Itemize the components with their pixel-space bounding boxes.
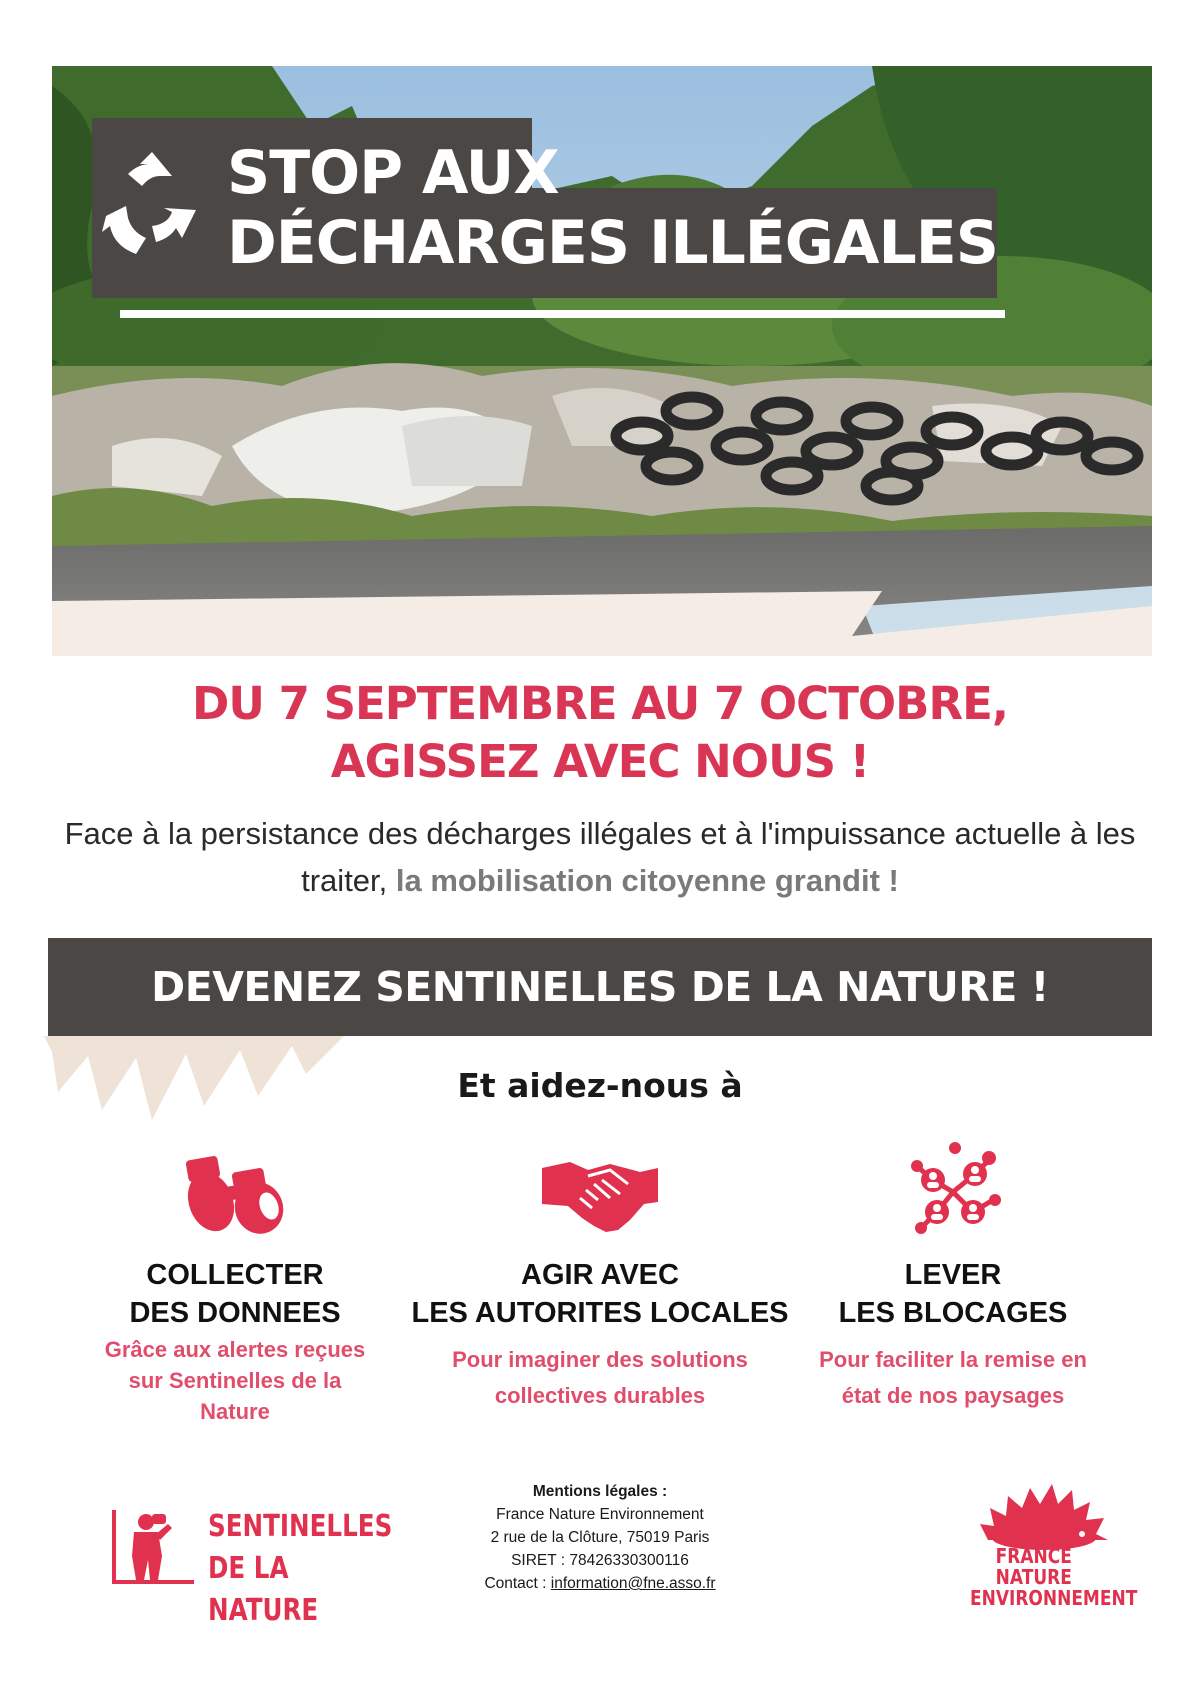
action-collect-desc-1: Grâce aux alertes reçues xyxy=(104,1337,366,1362)
action-unblock-desc-2: état de nos paysages xyxy=(841,1383,1065,1408)
dates-line-1: DU 7 SEPTEMBRE AU 7 OCTOBRE, xyxy=(192,677,1008,730)
title-line-1: STOP AUX xyxy=(227,138,559,208)
intro-text: Face à la persistance des décharges illégales et à l'impuissance actuelle à les traiter, xyxy=(64,816,1136,898)
hedgehog-icon xyxy=(970,1476,1120,1550)
legal-title: Mentions légales : xyxy=(532,1483,668,1500)
action-collect-title-1: COLLECTER xyxy=(146,1259,324,1291)
action-authorities-desc-2: collectives durables xyxy=(494,1383,706,1408)
intro-highlight: la mobilisation citoyenne grandit ! xyxy=(395,863,899,898)
campaign-dates xyxy=(60,675,1140,791)
subheading: Et aidez-nous à xyxy=(457,1066,743,1105)
action-collect xyxy=(35,1140,435,1427)
action-collect-title-2: DES DONNEES xyxy=(129,1297,341,1329)
action-unblock-title-2: LES BLOCAGES xyxy=(838,1297,1068,1329)
sentinel-person-icon xyxy=(112,1502,202,1592)
legal-contact xyxy=(430,1572,770,1595)
network-people-icon xyxy=(893,1140,1013,1240)
fne-logo xyxy=(970,1476,1140,1610)
legal-org: France Nature Environnement xyxy=(496,1506,704,1523)
action-authorities-title-1: AGIR AVEC xyxy=(521,1259,679,1291)
sentinelles-logo-line-1: SENTINELLES xyxy=(208,1509,393,1544)
action-unblock-desc-1: Pour faciliter la remise en xyxy=(819,1347,1087,1372)
action-unblock xyxy=(753,1140,1153,1414)
fne-logo-line-1: FRANCE NATURE xyxy=(995,1544,1072,1589)
sentinelles-logo-line-2: DE LA NATURE xyxy=(208,1551,319,1628)
handshake-icon xyxy=(540,1140,660,1240)
action-collect-desc-2: sur Sentinelles de la xyxy=(128,1368,342,1393)
legal-contact-label: Contact : xyxy=(484,1575,547,1592)
intro-paragraph xyxy=(60,810,1140,904)
legal-address: 2 rue de la Clôture, 75019 Paris xyxy=(490,1529,710,1546)
action-collect-desc-3: Nature xyxy=(200,1399,270,1424)
binoculars-icon xyxy=(175,1140,295,1240)
action-unblock-title-1: LEVER xyxy=(904,1259,1002,1291)
recycle-icon xyxy=(92,146,212,266)
sentinelles-logo xyxy=(112,1502,412,1628)
title-underline xyxy=(120,310,1005,318)
legal-contact-email[interactable]: information@fne.asso.fr xyxy=(550,1575,716,1592)
dates-line-2: AGISSEZ AVEC NOUS ! xyxy=(330,735,870,788)
fne-logo-line-2: ENVIRONNEMENT xyxy=(970,1586,1138,1610)
action-authorities xyxy=(400,1140,800,1414)
title-line-2: DÉCHARGES ILLÉGALES xyxy=(227,208,998,278)
page-title xyxy=(227,138,998,278)
legal-siret: SIRET : 78426330300116 xyxy=(511,1552,689,1569)
starburst-decoration xyxy=(44,1036,344,1126)
action-authorities-desc-1: Pour imaginer des solutions xyxy=(452,1347,748,1372)
call-to-action-banner: DEVENEZ SENTINELLES DE LA NATURE ! xyxy=(48,938,1152,1036)
legal-notice xyxy=(430,1480,770,1595)
action-authorities-title-2: LES AUTORITES LOCALES xyxy=(411,1297,789,1329)
title-banner xyxy=(92,118,1012,306)
